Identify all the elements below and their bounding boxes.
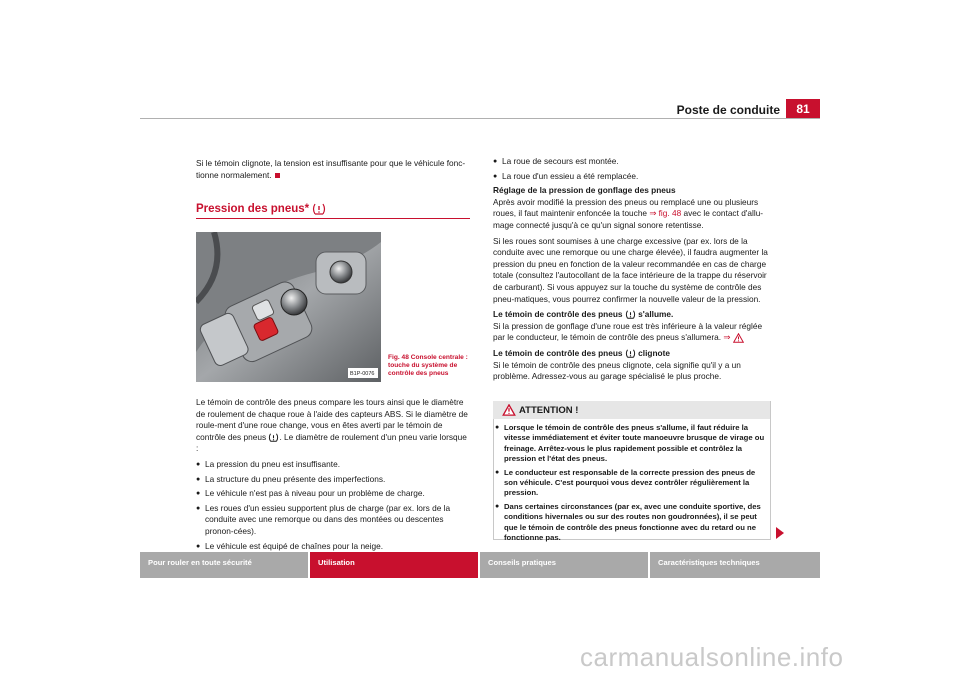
subheading-light-on-text: Le témoin de contrôle des pneus (493, 309, 623, 320)
list-item: ● La structure du pneu présente des imperfections. (196, 474, 470, 486)
right-paragraph-4: Si le témoin de contrôle des pneus clignote, cela signifie qu'il y a un problème. Adressez-vous au garage spécialisé le plus proche. (493, 359, 741, 382)
subheading-light-flashing-text-end: clignote (638, 347, 670, 358)
subheading-adjust-pressure: Réglage de la pression de gonflage des pneus (493, 185, 676, 196)
right-paragraph-3 (493, 321, 769, 344)
warning-triangle-icon (733, 333, 744, 343)
list-item: ● Le véhicule n'est pas à niveau pour un problème de charge. (196, 488, 470, 500)
left-body (196, 397, 470, 555)
footer-tab-operation[interactable]: Utilisation (310, 552, 478, 578)
left-paragraph-1-text: Le témoin de contrôle des pneus compare les tours ainsi que le diamètre de roulement de chaque roue à l'aide des capteurs ABS. Si le diamètre de roule-ment d'une roue change, vous en êtes averti par le témoin de contrôle des pneus (196, 397, 468, 442)
tire-pressure-icon (625, 349, 636, 358)
right-paragraph-3-text: Si la pression de gonflage d'une roue est très inférieure à la valeur réglée par le conducteur, le témoin de contrôle des pneus s'allumera. (493, 320, 763, 343)
attention-title: ATTENTION ! (519, 405, 579, 416)
subheading-light-flashing (493, 348, 769, 360)
figure-console-photo (196, 232, 381, 382)
right-body (493, 156, 769, 387)
warning-reference-link[interactable]: ⇒ (723, 332, 731, 343)
continue-arrow-icon (776, 527, 784, 539)
list-item: ● La roue de secours est montée. (493, 156, 769, 168)
attention-item: ● Dans certaines circonstances (par ex, avec une conduite sportive, des conditions hivernales ou sur des routes non goudronnées), il se peut que le témoin de contrôle des pneus fonctionne avec du retard ou ne fonctionne pas. (495, 502, 767, 544)
intro-paragraph (196, 158, 468, 181)
list-item: ● La roue d'un essieu a été remplacée. (493, 171, 769, 183)
attention-body (495, 423, 767, 546)
tire-pressure-icon (268, 433, 279, 442)
right-paragraph-2: Si les roues sont soumises à une charge excessive (par ex. lors de la conduite avec une remorque ou une charge élevée), il faudra augmenter la pression du pneu en fonction de la valeur recommandée en cas de charge totale (consultez l'autocollant de la face intérieure de la trappe du réservoir de carburant). Si vous appuyez sur la touche du système de contrôle des pneu-matiques, vous pourrez confirmer la nouvelle valeur de la pression. (493, 235, 768, 304)
figure-code: B1P-0076 (350, 371, 375, 377)
footer-tab-technical-data[interactable]: Caractéristiques techniques (650, 552, 820, 578)
console-illustration (196, 232, 381, 382)
header-rule (140, 118, 820, 119)
intro-text: Si le témoin clignote, la tension est insuffisante pour que le véhicule fonc-tionne normalement. (196, 158, 466, 180)
right-paragraph-1 (493, 197, 769, 232)
list-item: ● Le véhicule est équipé de chaînes pour la neige. (196, 541, 470, 553)
attention-item: ● Lorsque le témoin de contrôle des pneus s'allume, il faut réduire la vitesse immédiatement et éviter toute manoeuvre brusque de virage ou freinage. Arrêtez-vous le plus rapidement possible et contrôlez la pression et l'état des pneus. (495, 423, 767, 465)
subheading-light-flashing-text: Le témoin de contrôle des pneus (493, 347, 623, 358)
heading-rule (196, 218, 470, 219)
tire-pressure-icon (625, 310, 636, 319)
figure-reference-link[interactable]: ⇒ fig. 48 (649, 208, 682, 219)
attention-item: ● Le conducteur est responsable de la correcte pression des pneus de son véhicule. C'est pourquoi vous devez contrôler régulièrement la pression. (495, 468, 767, 499)
footer-tab-practical-tips[interactable]: Conseils pratiques (480, 552, 648, 578)
left-paragraph-1-text-end: . Le diamètre de roulement d'un pneu varie lorsque : (196, 431, 467, 454)
watermark: carmanualsonline.info (580, 642, 844, 672)
page-number-badge: 81 (786, 99, 820, 119)
section-title: Pression des pneus* (196, 203, 310, 216)
section-heading (196, 203, 326, 215)
left-paragraph-1 (196, 397, 470, 455)
list-item: ● La pression du pneu est insuffisante. (196, 459, 470, 471)
running-header-title: Poste de conduite (676, 103, 780, 117)
subheading-light-on (493, 309, 769, 321)
tire-pressure-icon (312, 203, 326, 215)
right-paragraph-1-text-end: avec le contact d'allu-mage connecté jusqu'à ce qu'un signal sonore retentisse. (493, 208, 764, 230)
list-item: ● Les roues d'un essieu supportent plus de charge (par ex. lors de la conduite avec une remorque ou dans des montées ou descentes pronon-cées). (196, 503, 470, 538)
footer-tab-safety[interactable]: Pour rouler en toute sécurité (140, 552, 308, 578)
figure-caption: Fig. 48 Console centrale : touche du système de contrôle des pneus (388, 354, 468, 377)
end-of-section-marker (275, 173, 280, 178)
subheading-light-on-text-end: s'allume. (638, 309, 674, 320)
warning-triangle-icon (502, 404, 516, 416)
right-paragraph-1-text: Après avoir modifié la pression des pneus ou remplacé une ou plusieurs roues, il faut maintenir enfoncée la touche (493, 196, 759, 219)
